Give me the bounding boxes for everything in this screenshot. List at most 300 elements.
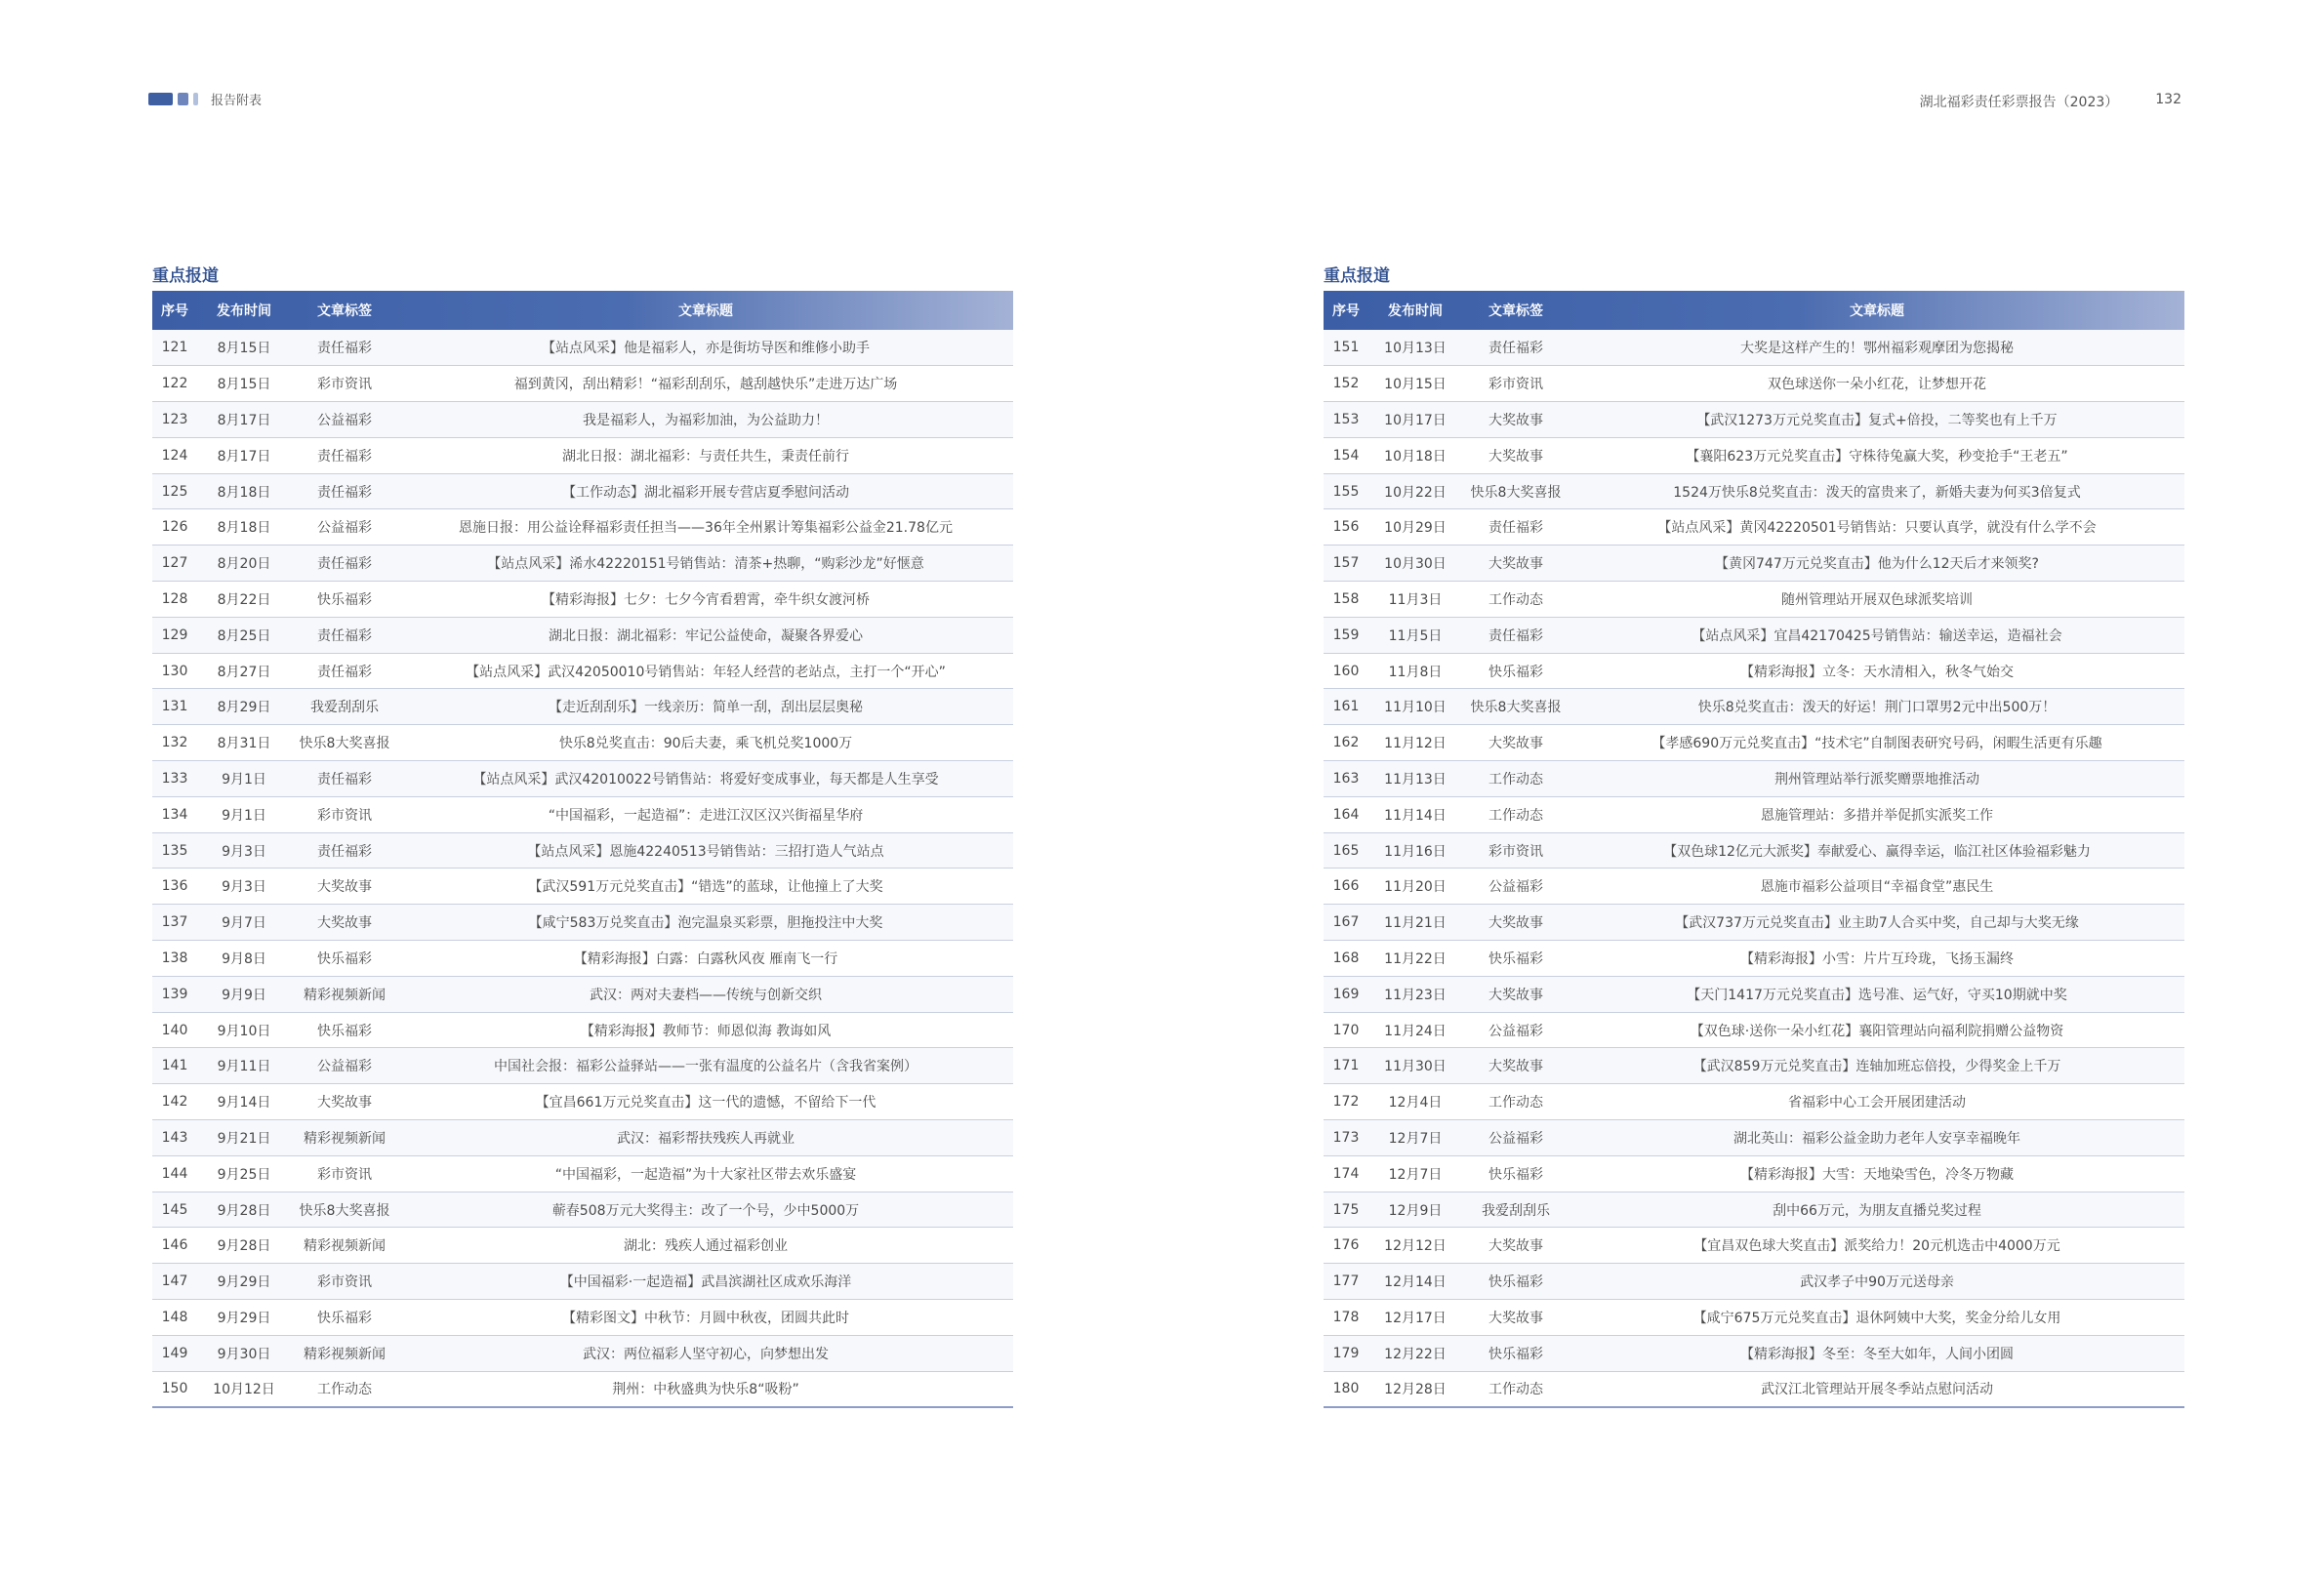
cell-tag: 工作动态 xyxy=(1462,1084,1570,1120)
cell-title: 【精彩海报】教师节：师恩似海 教诲如风 xyxy=(398,1012,1013,1048)
table-row xyxy=(1324,582,2184,618)
table-row xyxy=(1324,402,2184,438)
cell-date: 9月3日 xyxy=(197,832,291,869)
cell-index: 124 xyxy=(152,437,197,473)
table-row xyxy=(1324,976,2184,1012)
column-header-index: 序号 xyxy=(161,303,188,319)
cell-index: 149 xyxy=(152,1335,197,1371)
cell-date: 11月10日 xyxy=(1368,689,1462,725)
cell-index: 177 xyxy=(1324,1264,1368,1300)
cell-tag: 彩市资讯 xyxy=(291,796,398,832)
cell-tag: 彩市资讯 xyxy=(291,1264,398,1300)
table-row xyxy=(1324,366,2184,402)
table-row xyxy=(152,1012,1013,1048)
cell-title: 【精彩海报】白露：白露秋风夜 雁南飞一行 xyxy=(398,941,1013,977)
cell-title: 【精彩海报】小雪：片片互玲珑，飞扬玉漏终 xyxy=(1570,941,2184,977)
table-body xyxy=(1324,330,2184,1407)
table-row xyxy=(1324,689,2184,725)
cell-tag: 责任福彩 xyxy=(291,832,398,869)
cell-title: 【站点风采】黄冈42220501号销售站：只要认真学，就没有什么学不会 xyxy=(1570,509,2184,546)
cell-title: 【站点风采】宜昌42170425号销售站：输送幸运，造福社会 xyxy=(1570,617,2184,653)
left-panel xyxy=(152,265,1013,1408)
table-row xyxy=(1324,1155,2184,1192)
cell-index: 140 xyxy=(152,1012,197,1048)
cell-date: 8月22日 xyxy=(197,582,291,618)
cell-title: 快乐8兑奖直击：泼天的好运！荆门口罩男2元中出500万！ xyxy=(1570,689,2184,725)
table-row xyxy=(1324,1120,2184,1156)
section-title: 报告附表 xyxy=(211,94,263,108)
cell-index: 146 xyxy=(152,1228,197,1264)
cell-index: 160 xyxy=(1324,653,1368,689)
cell-index: 155 xyxy=(1324,473,1368,509)
table-row xyxy=(152,1192,1013,1228)
cell-tag: 责任福彩 xyxy=(291,653,398,689)
section-marker-icon xyxy=(193,93,198,105)
header-left xyxy=(148,90,262,108)
table-row xyxy=(152,832,1013,869)
cell-tag: 工作动态 xyxy=(1462,796,1570,832)
cell-index: 130 xyxy=(152,653,197,689)
cell-title: 【站点风采】武汉42050010号销售站：年轻人经营的老站点，主打一个“开心” xyxy=(398,653,1013,689)
cell-index: 132 xyxy=(152,725,197,761)
cell-date: 8月18日 xyxy=(197,473,291,509)
cell-title: 武汉孝子中90万元送母亲 xyxy=(1570,1264,2184,1300)
cell-date: 8月17日 xyxy=(197,402,291,438)
cell-date: 9月1日 xyxy=(197,761,291,797)
cell-index: 145 xyxy=(152,1192,197,1228)
column-header-tag: 文章标签 xyxy=(317,303,372,319)
cell-index: 151 xyxy=(1324,330,1368,366)
cell-title: 【武汉737万元兑奖直击】业主助7人合买中奖，自己却与大奖无缘 xyxy=(1570,905,2184,941)
cell-index: 175 xyxy=(1324,1192,1368,1228)
cell-date: 12月14日 xyxy=(1368,1264,1462,1300)
cell-date: 10月17日 xyxy=(1368,402,1462,438)
cell-tag: 责任福彩 xyxy=(291,546,398,582)
table-row xyxy=(1324,941,2184,977)
table-row xyxy=(1324,473,2184,509)
table-row xyxy=(152,941,1013,977)
cell-index: 136 xyxy=(152,869,197,905)
cell-date: 12月28日 xyxy=(1368,1371,1462,1407)
cell-date: 9月9日 xyxy=(197,976,291,1012)
table-row xyxy=(1324,509,2184,546)
cell-date: 9月25日 xyxy=(197,1155,291,1192)
cell-date: 9月10日 xyxy=(197,1012,291,1048)
cell-index: 125 xyxy=(152,473,197,509)
cell-tag: 责任福彩 xyxy=(291,617,398,653)
cell-index: 179 xyxy=(1324,1335,1368,1371)
column-header-index: 序号 xyxy=(1332,303,1360,319)
table-row xyxy=(152,1084,1013,1120)
right-panel xyxy=(1324,265,2184,1408)
column-header-date: 发布时间 xyxy=(217,303,271,319)
cell-date: 10月15日 xyxy=(1368,366,1462,402)
cell-tag: 工作动态 xyxy=(291,1371,398,1407)
table-row xyxy=(152,1371,1013,1407)
table-row xyxy=(152,366,1013,402)
cell-title: 随州管理站开展双色球派奖培训 xyxy=(1570,582,2184,618)
cell-title: 恩施管理站：多措并举促抓实派奖工作 xyxy=(1570,796,2184,832)
cell-title: 【双色球12亿元大派奖】奉献爱心、赢得幸运，临江社区体验福彩魅力 xyxy=(1570,832,2184,869)
column-header-title: 文章标题 xyxy=(1850,303,1904,319)
cell-tag: 精彩视频新闻 xyxy=(291,976,398,1012)
cell-index: 139 xyxy=(152,976,197,1012)
cell-date: 10月13日 xyxy=(1368,330,1462,366)
cell-date: 9月29日 xyxy=(197,1264,291,1300)
cell-date: 11月12日 xyxy=(1368,725,1462,761)
cell-index: 171 xyxy=(1324,1048,1368,1084)
cell-tag: 工作动态 xyxy=(1462,1371,1570,1407)
cell-date: 9月29日 xyxy=(197,1300,291,1336)
cell-date: 9月21日 xyxy=(197,1120,291,1156)
cell-tag: 大奖故事 xyxy=(1462,546,1570,582)
cell-date: 11月24日 xyxy=(1368,1012,1462,1048)
cell-index: 178 xyxy=(1324,1300,1368,1336)
cell-tag: 精彩视频新闻 xyxy=(291,1335,398,1371)
table-row xyxy=(152,1048,1013,1084)
table-row xyxy=(152,725,1013,761)
table-row xyxy=(152,905,1013,941)
cell-tag: 快乐福彩 xyxy=(1462,653,1570,689)
cell-date: 9月1日 xyxy=(197,796,291,832)
report-table xyxy=(152,291,1013,1408)
cell-title: 【站点风采】恩施42240513号销售站：三招打造人气站点 xyxy=(398,832,1013,869)
cell-tag: 大奖故事 xyxy=(1462,1228,1570,1264)
cell-title: 中国社会报：福彩公益驿站——一张有温度的公益名片（含我省案例） xyxy=(398,1048,1013,1084)
cell-date: 9月30日 xyxy=(197,1335,291,1371)
cell-title: 恩施市福彩公益项目“幸福食堂”惠民生 xyxy=(1570,869,2184,905)
cell-title: 1524万快乐8兑奖直击：泼天的富贵来了，新婚夫妻为何买3倍复式 xyxy=(1570,473,2184,509)
cell-date: 11月16日 xyxy=(1368,832,1462,869)
cell-date: 8月27日 xyxy=(197,653,291,689)
cell-tag: 大奖故事 xyxy=(1462,402,1570,438)
cell-tag: 责任福彩 xyxy=(1462,330,1570,366)
table-row xyxy=(152,617,1013,653)
cell-date: 8月17日 xyxy=(197,437,291,473)
cell-index: 153 xyxy=(1324,402,1368,438)
cell-tag: 快乐福彩 xyxy=(1462,1155,1570,1192)
cell-tag: 责任福彩 xyxy=(291,330,398,366)
panel-title: 重点报道 xyxy=(152,266,219,286)
cell-date: 10月29日 xyxy=(1368,509,1462,546)
cell-index: 137 xyxy=(152,905,197,941)
cell-title: 【双色球·送你一朵小红花】襄阳管理站向福利院捐赠公益物资 xyxy=(1570,1012,2184,1048)
table-row xyxy=(152,1228,1013,1264)
cell-date: 9月11日 xyxy=(197,1048,291,1084)
cell-date: 11月22日 xyxy=(1368,941,1462,977)
cell-index: 135 xyxy=(152,832,197,869)
cell-tag: 公益福彩 xyxy=(1462,1120,1570,1156)
cell-title: 大奖是这样产生的！鄂州福彩观摩团为您揭秘 xyxy=(1570,330,2184,366)
column-header-title: 文章标题 xyxy=(678,303,733,319)
cell-tag: 彩市资讯 xyxy=(1462,832,1570,869)
cell-title: 荆州管理站举行派奖赠票地推活动 xyxy=(1570,761,2184,797)
table-row xyxy=(1324,1335,2184,1371)
cell-tag: 大奖故事 xyxy=(1462,725,1570,761)
cell-title: 【宜昌661万元兑奖直击】这一代的遗憾，不留给下一代 xyxy=(398,1084,1013,1120)
table-row xyxy=(1324,437,2184,473)
cell-title: 湖北英山：福彩公益金助力老年人安享幸福晚年 xyxy=(1570,1120,2184,1156)
cell-title: 【咸宁583万兑奖直击】泡完温泉买彩票，胆拖投注中大奖 xyxy=(398,905,1013,941)
cell-index: 158 xyxy=(1324,582,1368,618)
cell-title: 【工作动态】湖北福彩开展专营店夏季慰问活动 xyxy=(398,473,1013,509)
cell-index: 141 xyxy=(152,1048,197,1084)
table-row xyxy=(152,689,1013,725)
cell-title: 省福彩中心工会开展团建活动 xyxy=(1570,1084,2184,1120)
table-row xyxy=(1324,761,2184,797)
cell-tag: 大奖故事 xyxy=(1462,976,1570,1012)
table-row xyxy=(1324,330,2184,366)
cell-date: 12月7日 xyxy=(1368,1120,1462,1156)
table-row xyxy=(152,653,1013,689)
cell-title: 我是福彩人，为福彩加油，为公益助力！ xyxy=(398,402,1013,438)
cell-index: 156 xyxy=(1324,509,1368,546)
cell-date: 9月28日 xyxy=(197,1228,291,1264)
cell-title: 恩施日报：用公益诠释福彩责任担当——36年全州累计筹集福彩公益金21.78亿元 xyxy=(398,509,1013,546)
cell-title: 荆州：中秋盛典为快乐8“吸粉” xyxy=(398,1371,1013,1407)
cell-tag: 精彩视频新闻 xyxy=(291,1228,398,1264)
cell-index: 170 xyxy=(1324,1012,1368,1048)
cell-index: 142 xyxy=(152,1084,197,1120)
cell-tag: 公益福彩 xyxy=(291,509,398,546)
cell-tag: 责任福彩 xyxy=(291,473,398,509)
cell-title: 福到黄冈，刮出精彩！“福彩刮刮乐，越刮越快乐”走进万达广场 xyxy=(398,366,1013,402)
cell-title: 湖北日报：湖北福彩：牢记公益使命，凝聚各界爱心 xyxy=(398,617,1013,653)
section-marker-icon xyxy=(178,93,188,105)
cell-tag: 快乐福彩 xyxy=(1462,1335,1570,1371)
cell-title: 【武汉859万元兑奖直击】连轴加班忘倍投，少得奖金上千万 xyxy=(1570,1048,2184,1084)
cell-date: 12月22日 xyxy=(1368,1335,1462,1371)
table-row xyxy=(1324,796,2184,832)
cell-index: 176 xyxy=(1324,1228,1368,1264)
cell-date: 9月14日 xyxy=(197,1084,291,1120)
table-row xyxy=(152,1155,1013,1192)
table-header-row xyxy=(152,291,1013,330)
cell-index: 134 xyxy=(152,796,197,832)
cell-date: 9月28日 xyxy=(197,1192,291,1228)
table-row xyxy=(152,509,1013,546)
cell-index: 150 xyxy=(152,1371,197,1407)
cell-date: 10月12日 xyxy=(197,1371,291,1407)
table-row xyxy=(1324,1012,2184,1048)
table-body xyxy=(152,330,1013,1407)
cell-tag: 大奖故事 xyxy=(1462,905,1570,941)
cell-date: 8月31日 xyxy=(197,725,291,761)
cell-index: 180 xyxy=(1324,1371,1368,1407)
cell-tag: 我爱刮刮乐 xyxy=(1462,1192,1570,1228)
cell-title: 【精彩海报】立冬：天水清相入，秋冬气始交 xyxy=(1570,653,2184,689)
cell-date: 8月18日 xyxy=(197,509,291,546)
cell-title: 【孝感690万元兑奖直击】“技术宅”自制图表研究号码，闲暇生活更有乐趣 xyxy=(1570,725,2184,761)
cell-tag: 大奖故事 xyxy=(291,869,398,905)
cell-tag: 彩市资讯 xyxy=(291,1155,398,1192)
cell-date: 12月4日 xyxy=(1368,1084,1462,1120)
cell-tag: 快乐福彩 xyxy=(291,1012,398,1048)
cell-index: 165 xyxy=(1324,832,1368,869)
cell-date: 11月3日 xyxy=(1368,582,1462,618)
cell-date: 10月22日 xyxy=(1368,473,1462,509)
table-row xyxy=(152,546,1013,582)
cell-date: 11月23日 xyxy=(1368,976,1462,1012)
cell-index: 174 xyxy=(1324,1155,1368,1192)
cell-date: 9月3日 xyxy=(197,869,291,905)
cell-index: 162 xyxy=(1324,725,1368,761)
cell-title: 快乐8兑奖直击：90后夫妻，乘飞机兑奖1000万 xyxy=(398,725,1013,761)
table-row xyxy=(152,402,1013,438)
cell-date: 10月30日 xyxy=(1368,546,1462,582)
cell-tag: 公益福彩 xyxy=(291,1048,398,1084)
table-row xyxy=(1324,1371,2184,1407)
cell-tag: 大奖故事 xyxy=(291,1084,398,1120)
cell-index: 164 xyxy=(1324,796,1368,832)
cell-tag: 公益福彩 xyxy=(1462,1012,1570,1048)
cell-index: 131 xyxy=(152,689,197,725)
cell-title: 【站点风采】武汉42010022号销售站：将爱好变成事业，每天都是人生享受 xyxy=(398,761,1013,797)
cell-title: “中国福彩，一起造福”：走进江汉区汉兴街福星华府 xyxy=(398,796,1013,832)
cell-tag: 快乐8大奖喜报 xyxy=(291,725,398,761)
cell-tag: 精彩视频新闻 xyxy=(291,1120,398,1156)
table-row xyxy=(152,1335,1013,1371)
page-number: 132 xyxy=(2155,92,2181,107)
cell-title: 【走近刮刮乐】一线亲历：简单一刮，刮出层层奥秘 xyxy=(398,689,1013,725)
cell-index: 157 xyxy=(1324,546,1368,582)
cell-index: 173 xyxy=(1324,1120,1368,1156)
cell-date: 8月15日 xyxy=(197,366,291,402)
cell-tag: 快乐福彩 xyxy=(291,582,398,618)
cell-date: 11月13日 xyxy=(1368,761,1462,797)
cell-index: 148 xyxy=(152,1300,197,1336)
cell-date: 8月29日 xyxy=(197,689,291,725)
table-row xyxy=(152,582,1013,618)
table-row xyxy=(1324,1084,2184,1120)
cell-tag: 大奖故事 xyxy=(291,905,398,941)
cell-date: 8月15日 xyxy=(197,330,291,366)
cell-index: 127 xyxy=(152,546,197,582)
table-row xyxy=(1324,653,2184,689)
table-row xyxy=(152,330,1013,366)
cell-title: 双色球送你一朵小红花，让梦想开花 xyxy=(1570,366,2184,402)
cell-index: 152 xyxy=(1324,366,1368,402)
table-row xyxy=(1324,1228,2184,1264)
cell-index: 159 xyxy=(1324,617,1368,653)
cell-index: 143 xyxy=(152,1120,197,1156)
cell-tag: 责任福彩 xyxy=(291,437,398,473)
cell-title: 【精彩海报】七夕：七夕今宵看碧霄，牵牛织女渡河桥 xyxy=(398,582,1013,618)
cell-tag: 大奖故事 xyxy=(1462,437,1570,473)
table-row xyxy=(1324,1192,2184,1228)
cell-index: 169 xyxy=(1324,976,1368,1012)
cell-date: 11月5日 xyxy=(1368,617,1462,653)
cell-index: 126 xyxy=(152,509,197,546)
cell-title: 【天门1417万元兑奖直击】选号准、运气好，守买10期就中奖 xyxy=(1570,976,2184,1012)
table-row xyxy=(152,976,1013,1012)
cell-tag: 快乐福彩 xyxy=(291,941,398,977)
cell-index: 172 xyxy=(1324,1084,1368,1120)
column-header-tag: 文章标签 xyxy=(1488,303,1543,319)
cell-title: 【精彩海报】冬至：冬至大如年，人间小团圆 xyxy=(1570,1335,2184,1371)
cell-title: 【精彩图文】中秋节：月圆中秋夜，团圆共此时 xyxy=(398,1300,1013,1336)
cell-title: 湖北：残疾人通过福彩创业 xyxy=(398,1228,1013,1264)
cell-tag: 工作动态 xyxy=(1462,761,1570,797)
report-table xyxy=(1324,291,2184,1408)
section-marker-icon xyxy=(148,93,173,105)
cell-index: 154 xyxy=(1324,437,1368,473)
cell-title: 【武汉1273万元兑奖直击】复式+倍投，二等奖也有上千万 xyxy=(1570,402,2184,438)
panel-title: 重点报道 xyxy=(1324,266,1390,286)
report-title: 湖北福彩责任彩票报告（2023） xyxy=(1919,95,2119,110)
cell-index: 168 xyxy=(1324,941,1368,977)
cell-tag: 快乐8大奖喜报 xyxy=(291,1192,398,1228)
cell-date: 9月8日 xyxy=(197,941,291,977)
cell-tag: 大奖故事 xyxy=(1462,1300,1570,1336)
table-row xyxy=(1324,905,2184,941)
cell-tag: 公益福彩 xyxy=(291,402,398,438)
cell-title: 【黄冈747万元兑奖直击】他为什么12天后才来领奖? xyxy=(1570,546,2184,582)
cell-date: 12月7日 xyxy=(1368,1155,1462,1192)
table-row xyxy=(1324,1048,2184,1084)
column-header-date: 发布时间 xyxy=(1388,303,1443,319)
table-row xyxy=(152,761,1013,797)
cell-index: 128 xyxy=(152,582,197,618)
header-right xyxy=(1920,92,2181,111)
table-row xyxy=(152,869,1013,905)
cell-title: 【咸宁675万元兑奖直击】退休阿姨中大奖，奖金分给儿女用 xyxy=(1570,1300,2184,1336)
cell-index: 123 xyxy=(152,402,197,438)
cell-date: 11月21日 xyxy=(1368,905,1462,941)
cell-title: 【武汉591万元兑奖直击】“错选”的蓝球，让他撞上了大奖 xyxy=(398,869,1013,905)
cell-title: 武汉：福彩帮扶残疾人再就业 xyxy=(398,1120,1013,1156)
cell-date: 11月14日 xyxy=(1368,796,1462,832)
cell-date: 11月20日 xyxy=(1368,869,1462,905)
cell-tag: 彩市资讯 xyxy=(291,366,398,402)
table-row xyxy=(1324,546,2184,582)
cell-tag: 责任福彩 xyxy=(1462,617,1570,653)
cell-index: 161 xyxy=(1324,689,1368,725)
cell-tag: 大奖故事 xyxy=(1462,1048,1570,1084)
table-row xyxy=(1324,617,2184,653)
table-row xyxy=(152,1120,1013,1156)
cell-date: 12月12日 xyxy=(1368,1228,1462,1264)
cell-index: 133 xyxy=(152,761,197,797)
cell-title: 【襄阳623万元兑奖直击】守株待兔赢大奖，秒变抢手“王老五” xyxy=(1570,437,2184,473)
cell-title: 刮中66万元，为朋友直播兑奖过程 xyxy=(1570,1192,2184,1228)
cell-date: 8月20日 xyxy=(197,546,291,582)
cell-title: 【中国福彩·一起造福】武昌滨湖社区成欢乐海洋 xyxy=(398,1264,1013,1300)
cell-index: 129 xyxy=(152,617,197,653)
cell-tag: 快乐8大奖喜报 xyxy=(1462,473,1570,509)
table-row xyxy=(1324,832,2184,869)
cell-index: 167 xyxy=(1324,905,1368,941)
cell-title: 【宜昌双色球大奖直击】派奖给力！20元机选击中4000万元 xyxy=(1570,1228,2184,1264)
cell-title: “中国福彩，一起造福”为十大家社区带去欢乐盛宴 xyxy=(398,1155,1013,1192)
cell-tag: 责任福彩 xyxy=(291,761,398,797)
cell-index: 138 xyxy=(152,941,197,977)
cell-date: 12月17日 xyxy=(1368,1300,1462,1336)
cell-title: 【站点风采】他是福彩人，亦是街坊导医和维修小助手 xyxy=(398,330,1013,366)
cell-index: 121 xyxy=(152,330,197,366)
table-row xyxy=(1324,725,2184,761)
cell-index: 166 xyxy=(1324,869,1368,905)
cell-tag: 快乐福彩 xyxy=(1462,941,1570,977)
table-row xyxy=(152,796,1013,832)
table-row xyxy=(1324,1264,2184,1300)
table-row xyxy=(152,473,1013,509)
cell-index: 122 xyxy=(152,366,197,402)
cell-title: 武汉：两对夫妻档——传统与创新交织 xyxy=(398,976,1013,1012)
cell-tag: 快乐福彩 xyxy=(1462,1264,1570,1300)
cell-date: 10月18日 xyxy=(1368,437,1462,473)
cell-date: 12月9日 xyxy=(1368,1192,1462,1228)
